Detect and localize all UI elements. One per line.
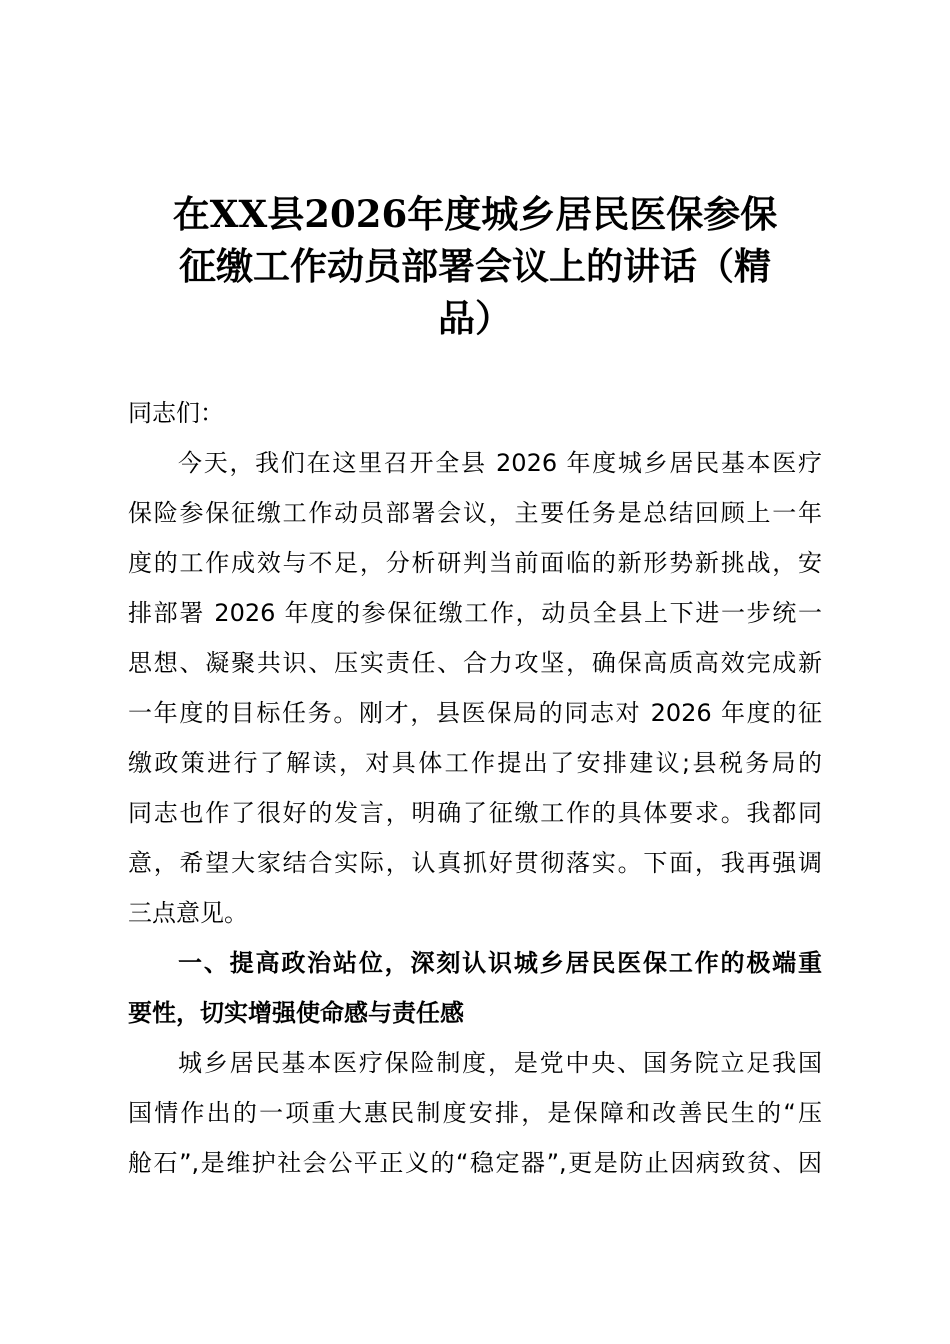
paragraph-section-1 xyxy=(128,1038,822,1188)
document-body xyxy=(128,388,822,1188)
text-line: 城乡居民基本医疗保险制度，是党中央、国务院立足我国 xyxy=(178,1049,822,1077)
text-line: 意，希望大家结合实际，认真抓好贯彻落实。下面，我再强调 xyxy=(128,849,822,877)
text-line: 舱石”,是维护社会公平正义的“稳定器”,更是防止因病致贫、因 xyxy=(128,1149,822,1177)
document-title xyxy=(120,188,830,344)
text-line: 思想、凝聚共识、压实责任、合力攻坚，确保高质高效完成新 xyxy=(128,649,822,677)
heading-line: 一、提高政治站位，深刻认识城乡居民医保工作的极端重 xyxy=(178,949,822,977)
text-line: 保险参保征缴工作动员部署会议，主要任务是总结回顾上一年 xyxy=(128,499,822,527)
text-line: 今天，我们在这里召开全县 2026 年度城乡居民基本医疗 xyxy=(178,449,822,477)
text-line: 三点意见。 xyxy=(128,899,248,927)
salutation: 同志们： xyxy=(128,399,224,427)
text-line: 同志也作了很好的发言，明确了征缴工作的具体要求。我都同 xyxy=(128,799,822,827)
title-line: 品） xyxy=(438,296,512,340)
title-line: 在XX县2026年度城乡居民医保参保 xyxy=(172,192,778,236)
text-line: 国情作出的一项重大惠民制度安排，是保障和改善民生的“压 xyxy=(128,1099,822,1127)
text-line: 度的工作成效与不足，分析研判当前面临的新形势新挑战，安 xyxy=(128,549,822,577)
text-line: 排部署 2026 年度的参保征缴工作，动员全县上下进一步统一 xyxy=(128,599,822,627)
title-line: 征缴工作动员部署会议上的讲话（精 xyxy=(179,244,771,288)
heading-line: 要性，切实增强使命感与责任感 xyxy=(128,999,464,1027)
text-line: 一年度的目标任务。刚才，县医保局的同志对 2026 年度的征 xyxy=(128,699,822,727)
paragraph-intro xyxy=(128,438,822,938)
section-heading-1 xyxy=(128,938,822,1038)
text-line: 缴政策进行了解读，对具体工作提出了安排建议;县税务局的 xyxy=(128,749,822,777)
